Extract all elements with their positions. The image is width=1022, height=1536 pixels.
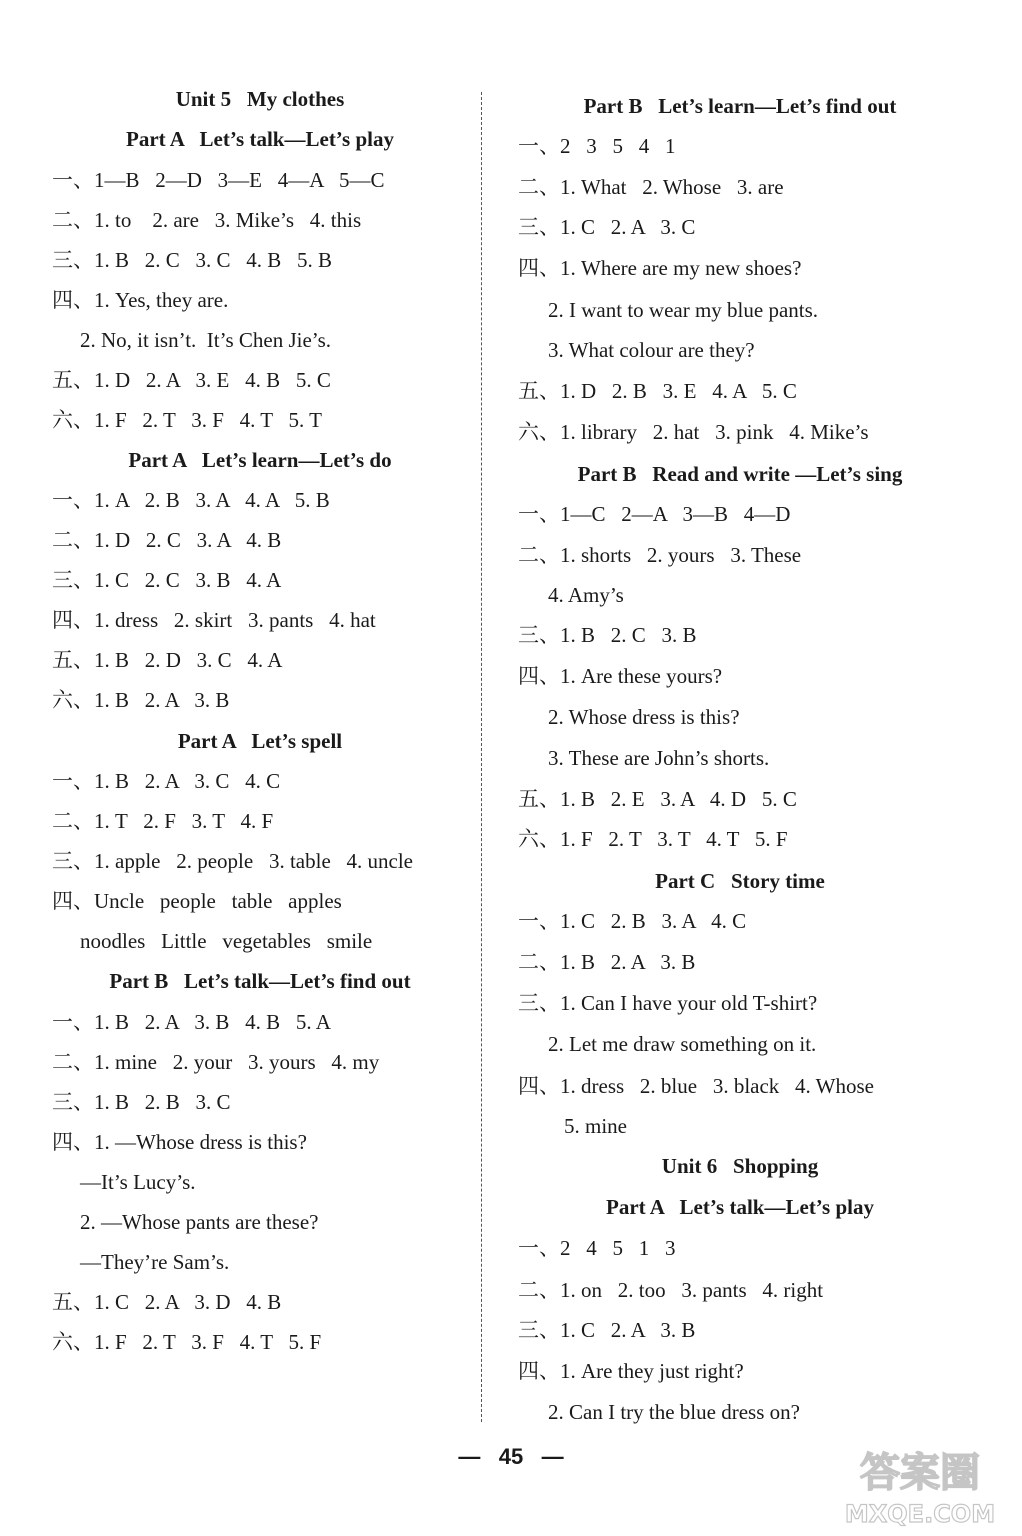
section-heading: Part A Let’s talk—Let’s play <box>606 1195 874 1219</box>
answer-continuation: 4. Amy’s <box>548 583 624 607</box>
answer-line: 四、1. Are these yours? <box>518 664 723 688</box>
answer-line: 五、1. D 2. B 3. E 4. A 5. C <box>518 379 797 403</box>
section-heading: Part B Let’s talk—Let’s find out <box>109 969 411 993</box>
answer-line: 一、2 3 5 4 1 <box>518 134 676 158</box>
watermark-text: 答案圈 <box>860 1450 980 1496</box>
answer-line: 三、1. B 2. C 3. B <box>518 623 697 647</box>
answer-line: 四、1. dress 2. blue 3. black 4. Whose <box>518 1074 874 1098</box>
page-number: — 45 — <box>458 1444 564 1469</box>
answer-line: 三、1. B 2. B 3. C <box>52 1090 231 1114</box>
answer-continuation: 2. I want to wear my blue pants. <box>548 298 819 322</box>
answer-line: 一、2 4 5 1 3 <box>518 1236 676 1260</box>
answer-line: 三、1. C 2. C 3. B 4. A <box>52 568 282 592</box>
answer-continuation: 5. mine <box>564 1114 627 1138</box>
answer-line: 四、1. Where are my new shoes? <box>518 256 802 280</box>
section-heading: Part B Let’s learn—Let’s find out <box>583 94 897 118</box>
answer-continuation: 2. Can I try the blue dress on? <box>548 1400 800 1424</box>
answer-continuation: 2. —Whose pants are these? <box>80 1210 319 1234</box>
answer-line: 二、1. B 2. A 3. B <box>518 950 696 974</box>
answer-line: 六、1. B 2. A 3. B <box>52 688 230 712</box>
answer-line: 四、1. dress 2. skirt 3. pants 4. hat <box>52 608 376 632</box>
answer-line: 六、1. library 2. hat 3. pink 4. Mike’s <box>518 420 869 444</box>
answer-line: 三、1. apple 2. people 3. table 4. uncle <box>52 849 413 873</box>
section-heading: Part B Read and write —Let’s sing <box>577 462 903 486</box>
answer-continuation: 2. Let me draw something on it. <box>548 1032 817 1056</box>
answer-continuation: —They’re Sam’s. <box>80 1250 230 1274</box>
answer-line: 四、1. —Whose dress is this? <box>52 1130 307 1154</box>
section-heading: Part C Story time <box>655 869 825 893</box>
answer-line: 四、1. Yes, they are. <box>52 288 229 312</box>
watermark-url: MXQE.COM <box>844 1500 996 1528</box>
answer-line: 二、1. to 2. are 3. Mike’s 4. this <box>52 208 362 232</box>
answer-line: 二、1. on 2. too 3. pants 4. right <box>518 1278 824 1302</box>
answer-line: 一、1. A 2. B 3. A 4. A 5. B <box>52 488 330 512</box>
answer-line: 三、1. Can I have your old T-shirt? <box>518 991 818 1015</box>
answer-line: 一、1. C 2. B 3. A 4. C <box>518 909 747 933</box>
answer-line: 五、1. C 2. A 3. D 4. B <box>52 1290 282 1314</box>
answer-line: 三、1. B 2. C 3. C 4. B 5. B <box>52 248 333 272</box>
answer-line: 二、1. D 2. C 3. A 4. B <box>52 528 282 552</box>
answer-continuation: —It’s Lucy’s. <box>80 1170 196 1194</box>
answer-line: 一、1—C 2—A 3—B 4—D <box>518 502 791 526</box>
section-heading: Unit 5 My clothes <box>175 87 345 111</box>
answer-continuation: 2. No, it isn’t. It’s Chen Jie’s. <box>80 328 332 352</box>
answer-line: 四、Uncle people table apples <box>52 889 342 913</box>
answer-line: 一、1. B 2. A 3. C 4. C <box>52 769 281 793</box>
answer-line: 三、1. C 2. A 3. B <box>518 1318 696 1342</box>
answer-continuation: 3. What colour are they? <box>548 338 755 362</box>
answer-line: 五、1. D 2. A 3. E 4. B 5. C <box>52 368 331 392</box>
section-heading: Part A Let’s learn—Let’s do <box>128 448 392 472</box>
section-heading: Unit 6 Shopping <box>661 1154 819 1178</box>
answer-line: 六、1. F 2. T 3. F 4. T 5. F <box>52 1330 322 1354</box>
watermark-logo <box>830 1438 1010 1530</box>
answer-line: 一、1. B 2. A 3. B 4. B 5. A <box>52 1010 331 1034</box>
answer-line: 五、1. B 2. D 3. C 4. A <box>52 648 283 672</box>
answer-line: 二、1. shorts 2. yours 3. These <box>518 543 802 567</box>
answer-continuation: 2. Whose dress is this? <box>548 705 740 729</box>
answer-line: 四、1. Are they just right? <box>518 1359 744 1383</box>
answer-line: 二、1. mine 2. your 3. yours 4. my <box>52 1050 380 1074</box>
answer-continuation: noodles Little vegetables smile <box>80 929 373 953</box>
answer-line: 六、1. F 2. T 3. F 4. T 5. T <box>52 408 322 432</box>
answer-line: 三、1. C 2. A 3. C <box>518 215 696 239</box>
answer-line: 二、1. T 2. F 3. T 4. F <box>52 809 274 833</box>
answer-line: 二、1. What 2. Whose 3. are <box>518 175 784 199</box>
column-divider <box>481 92 482 1422</box>
section-heading: Part A Let’s talk—Let’s play <box>126 127 394 151</box>
answer-continuation: 3. These are John’s shorts. <box>548 746 770 770</box>
answer-line: 六、1. F 2. T 3. T 4. T 5. F <box>518 827 788 851</box>
answer-line: 一、1—B 2—D 3—E 4—A 5—C <box>52 168 385 192</box>
section-heading: Part A Let’s spell <box>177 729 343 753</box>
answer-line: 五、1. B 2. E 3. A 4. D 5. C <box>518 787 797 811</box>
